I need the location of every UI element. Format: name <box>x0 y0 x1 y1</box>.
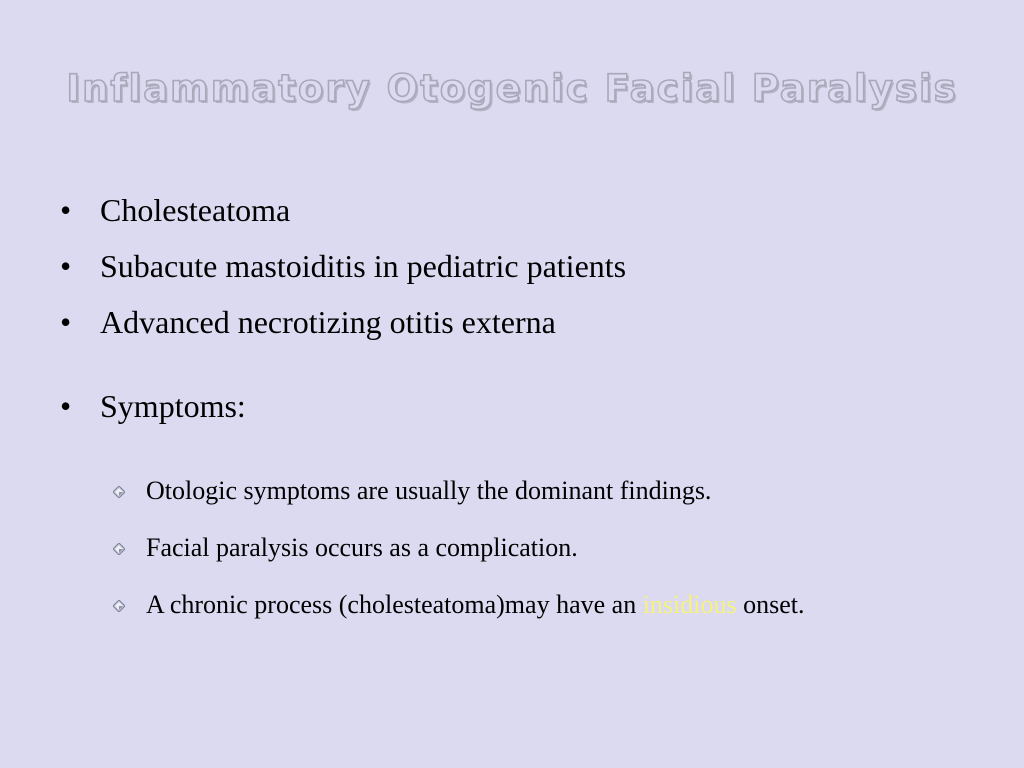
bullet-dot-icon: • <box>60 192 72 228</box>
bullet-text: Advanced necrotizing otitis externa <box>100 304 556 340</box>
symptom-item-chronic-process <box>108 588 968 622</box>
slide-title: Inflammatory Otogenic Facial Paralysis <box>66 67 958 110</box>
bullet-item-cholesteatoma <box>60 190 980 230</box>
bullet-dot-icon: • <box>60 388 72 424</box>
bullet-dot-icon: • <box>60 304 72 340</box>
diamond-bullet-icon <box>113 543 125 555</box>
bullet-item-otitis-externa <box>60 302 980 342</box>
bullet-dot-icon: • <box>60 248 72 284</box>
symptom-text: Facial paralysis occurs as a complication. <box>146 533 578 562</box>
symptoms-list <box>108 474 968 645</box>
symptom-item-otologic <box>108 474 968 508</box>
diamond-bullet-icon <box>113 600 125 612</box>
bullet-text: Symptoms: <box>100 388 246 424</box>
symptom-text: Otologic symptoms are usually the dominant findings. <box>146 476 712 505</box>
symptom-item-facial-paralysis <box>108 531 968 565</box>
diamond-bullet-icon <box>113 486 125 498</box>
highlighted-word-insidious: insidious <box>642 590 737 619</box>
bullet-text: Subacute mastoiditis in pediatric patients <box>100 248 627 284</box>
bullet-item-mastoiditis <box>60 246 980 286</box>
symptom-text-after: onset. <box>736 590 805 619</box>
bullet-list <box>60 190 980 442</box>
bullet-item-symptoms <box>60 386 980 426</box>
symptom-text-before: A chronic process (cholesteatoma)may have an <box>146 590 643 619</box>
bullet-text: Cholesteatoma <box>100 192 291 228</box>
